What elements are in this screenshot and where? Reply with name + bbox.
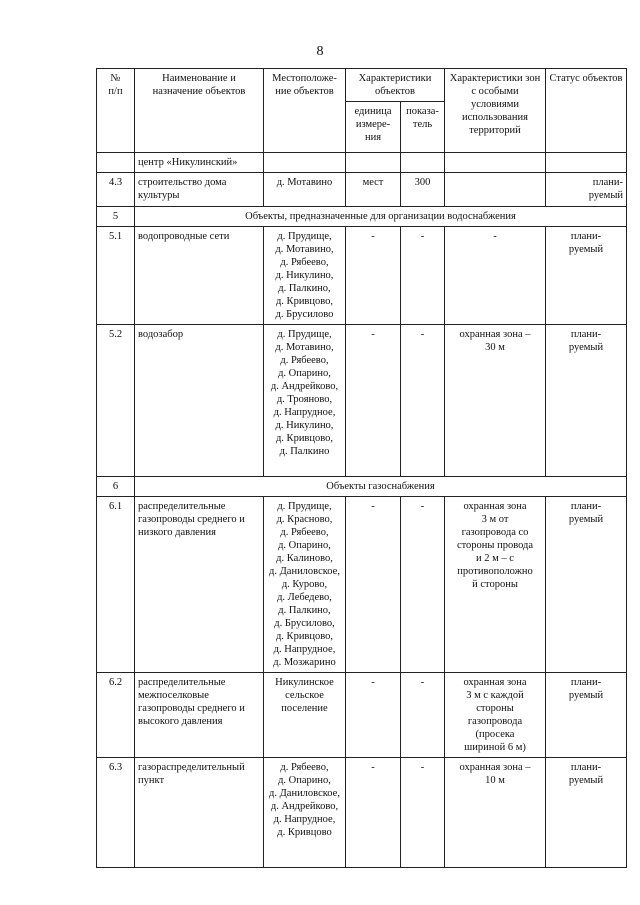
header-status: Статус объектов: [546, 69, 627, 153]
row-num: 5.2: [97, 325, 135, 477]
row-zone: [445, 153, 546, 173]
row-location: д. Мотавино: [264, 173, 346, 207]
section-row: [97, 477, 627, 497]
row-value: -: [401, 673, 445, 758]
row-status: плани- руемый: [546, 673, 627, 758]
row-num: 6.2: [97, 673, 135, 758]
row-zone: [445, 173, 546, 207]
header-location: Местоположе- ние объектов: [264, 69, 346, 153]
row-value: -: [401, 758, 445, 868]
row-status: плани- руемый: [546, 173, 627, 207]
row-name: водозабор: [135, 325, 264, 477]
row-status: плани- руемый: [546, 227, 627, 325]
header-unit: единица измере- ния: [346, 102, 401, 153]
table-row: [97, 173, 627, 207]
row-name: центр «Никулинский»: [135, 153, 264, 173]
header-name: Наименование и назначение объектов: [135, 69, 264, 153]
row-unit: [346, 153, 401, 173]
row-location: д. Прудище, д. Красново, д. Рябеево, д. Опарино, д. Калиново, д. Даниловское, д. Курово, д. Лебедево, д. Палкино, д. Брусилово, д. Кривцово, д. Напрудное, д. Мозжарино: [264, 497, 346, 673]
row-name: распределительные газопроводы среднего и низкого давления: [135, 497, 264, 673]
row-name: газораспределительный пункт: [135, 758, 264, 868]
header-row: [97, 69, 627, 102]
section-title: Объекты газоснабжения: [135, 477, 627, 497]
table-row: [97, 227, 627, 325]
row-unit: -: [346, 673, 401, 758]
row-unit: -: [346, 497, 401, 673]
row-unit: -: [346, 325, 401, 477]
row-unit: мест: [346, 173, 401, 207]
section-num: 5: [97, 207, 135, 227]
header-zone: Характеристики зон с особыми условиями использования территорий: [445, 69, 546, 153]
section-title: Объекты, предназначенные для организации водоснабжения: [135, 207, 627, 227]
row-zone: охранная зона – 10 м: [445, 758, 546, 868]
row-status: [546, 153, 627, 173]
row-zone: охранная зона – 30 м: [445, 325, 546, 477]
row-num: 6.1: [97, 497, 135, 673]
row-value: 300: [401, 173, 445, 207]
section-num: 6: [97, 477, 135, 497]
row-zone: охранная зона 3 м от газопровода со стороны провода и 2 м – с противоположно й стороны: [445, 497, 546, 673]
row-location: [264, 153, 346, 173]
table-row: [97, 758, 627, 868]
row-status: плани- руемый: [546, 325, 627, 477]
row-location: Никулинское сельское поселение: [264, 673, 346, 758]
row-unit: -: [346, 758, 401, 868]
row-num: 6.3: [97, 758, 135, 868]
row-value: -: [401, 227, 445, 325]
row-unit: -: [346, 227, 401, 325]
row-name: строительство дома культуры: [135, 173, 264, 207]
table-row: [97, 497, 627, 673]
objects-table: [96, 68, 627, 868]
table-row: [97, 153, 627, 173]
row-num: 4.3: [97, 173, 135, 207]
table-row: [97, 325, 627, 477]
header-num: № п/п: [97, 69, 135, 153]
row-status: плани- руемый: [546, 497, 627, 673]
page-number: 8: [316, 44, 324, 59]
row-num: [97, 153, 135, 173]
row-location: д. Рябеево, д. Опарино, д. Даниловское, д. Андрейково, д. Напрудное, д. Кривцово: [264, 758, 346, 868]
header-characteristics: Характеристики объектов: [346, 69, 445, 102]
row-location: д. Прудище, д. Мотавино, д. Рябеево, д. Никулино, д. Палкино, д. Кривцово, д. Брусилово: [264, 227, 346, 325]
row-value: -: [401, 497, 445, 673]
row-location: д. Прудище, д. Мотавино, д. Рябеево, д. Опарино, д. Андрейково, д. Трояново, д. Напрудное, д. Никулино, д. Кривцово, д. Палкино: [264, 325, 346, 477]
row-zone: -: [445, 227, 546, 325]
row-name: водопроводные сети: [135, 227, 264, 325]
table-row: [97, 673, 627, 758]
row-value: [401, 153, 445, 173]
section-row: [97, 207, 627, 227]
row-name: распределительные межпоселковые газопроводы среднего и высокого давления: [135, 673, 264, 758]
row-status: плани- руемый: [546, 758, 627, 868]
header-indicator: показа- тель: [401, 102, 445, 153]
row-value: -: [401, 325, 445, 477]
row-num: 5.1: [97, 227, 135, 325]
row-zone: охранная зона 3 м с каждой стороны газопровода (просека шириной 6 м): [445, 673, 546, 758]
